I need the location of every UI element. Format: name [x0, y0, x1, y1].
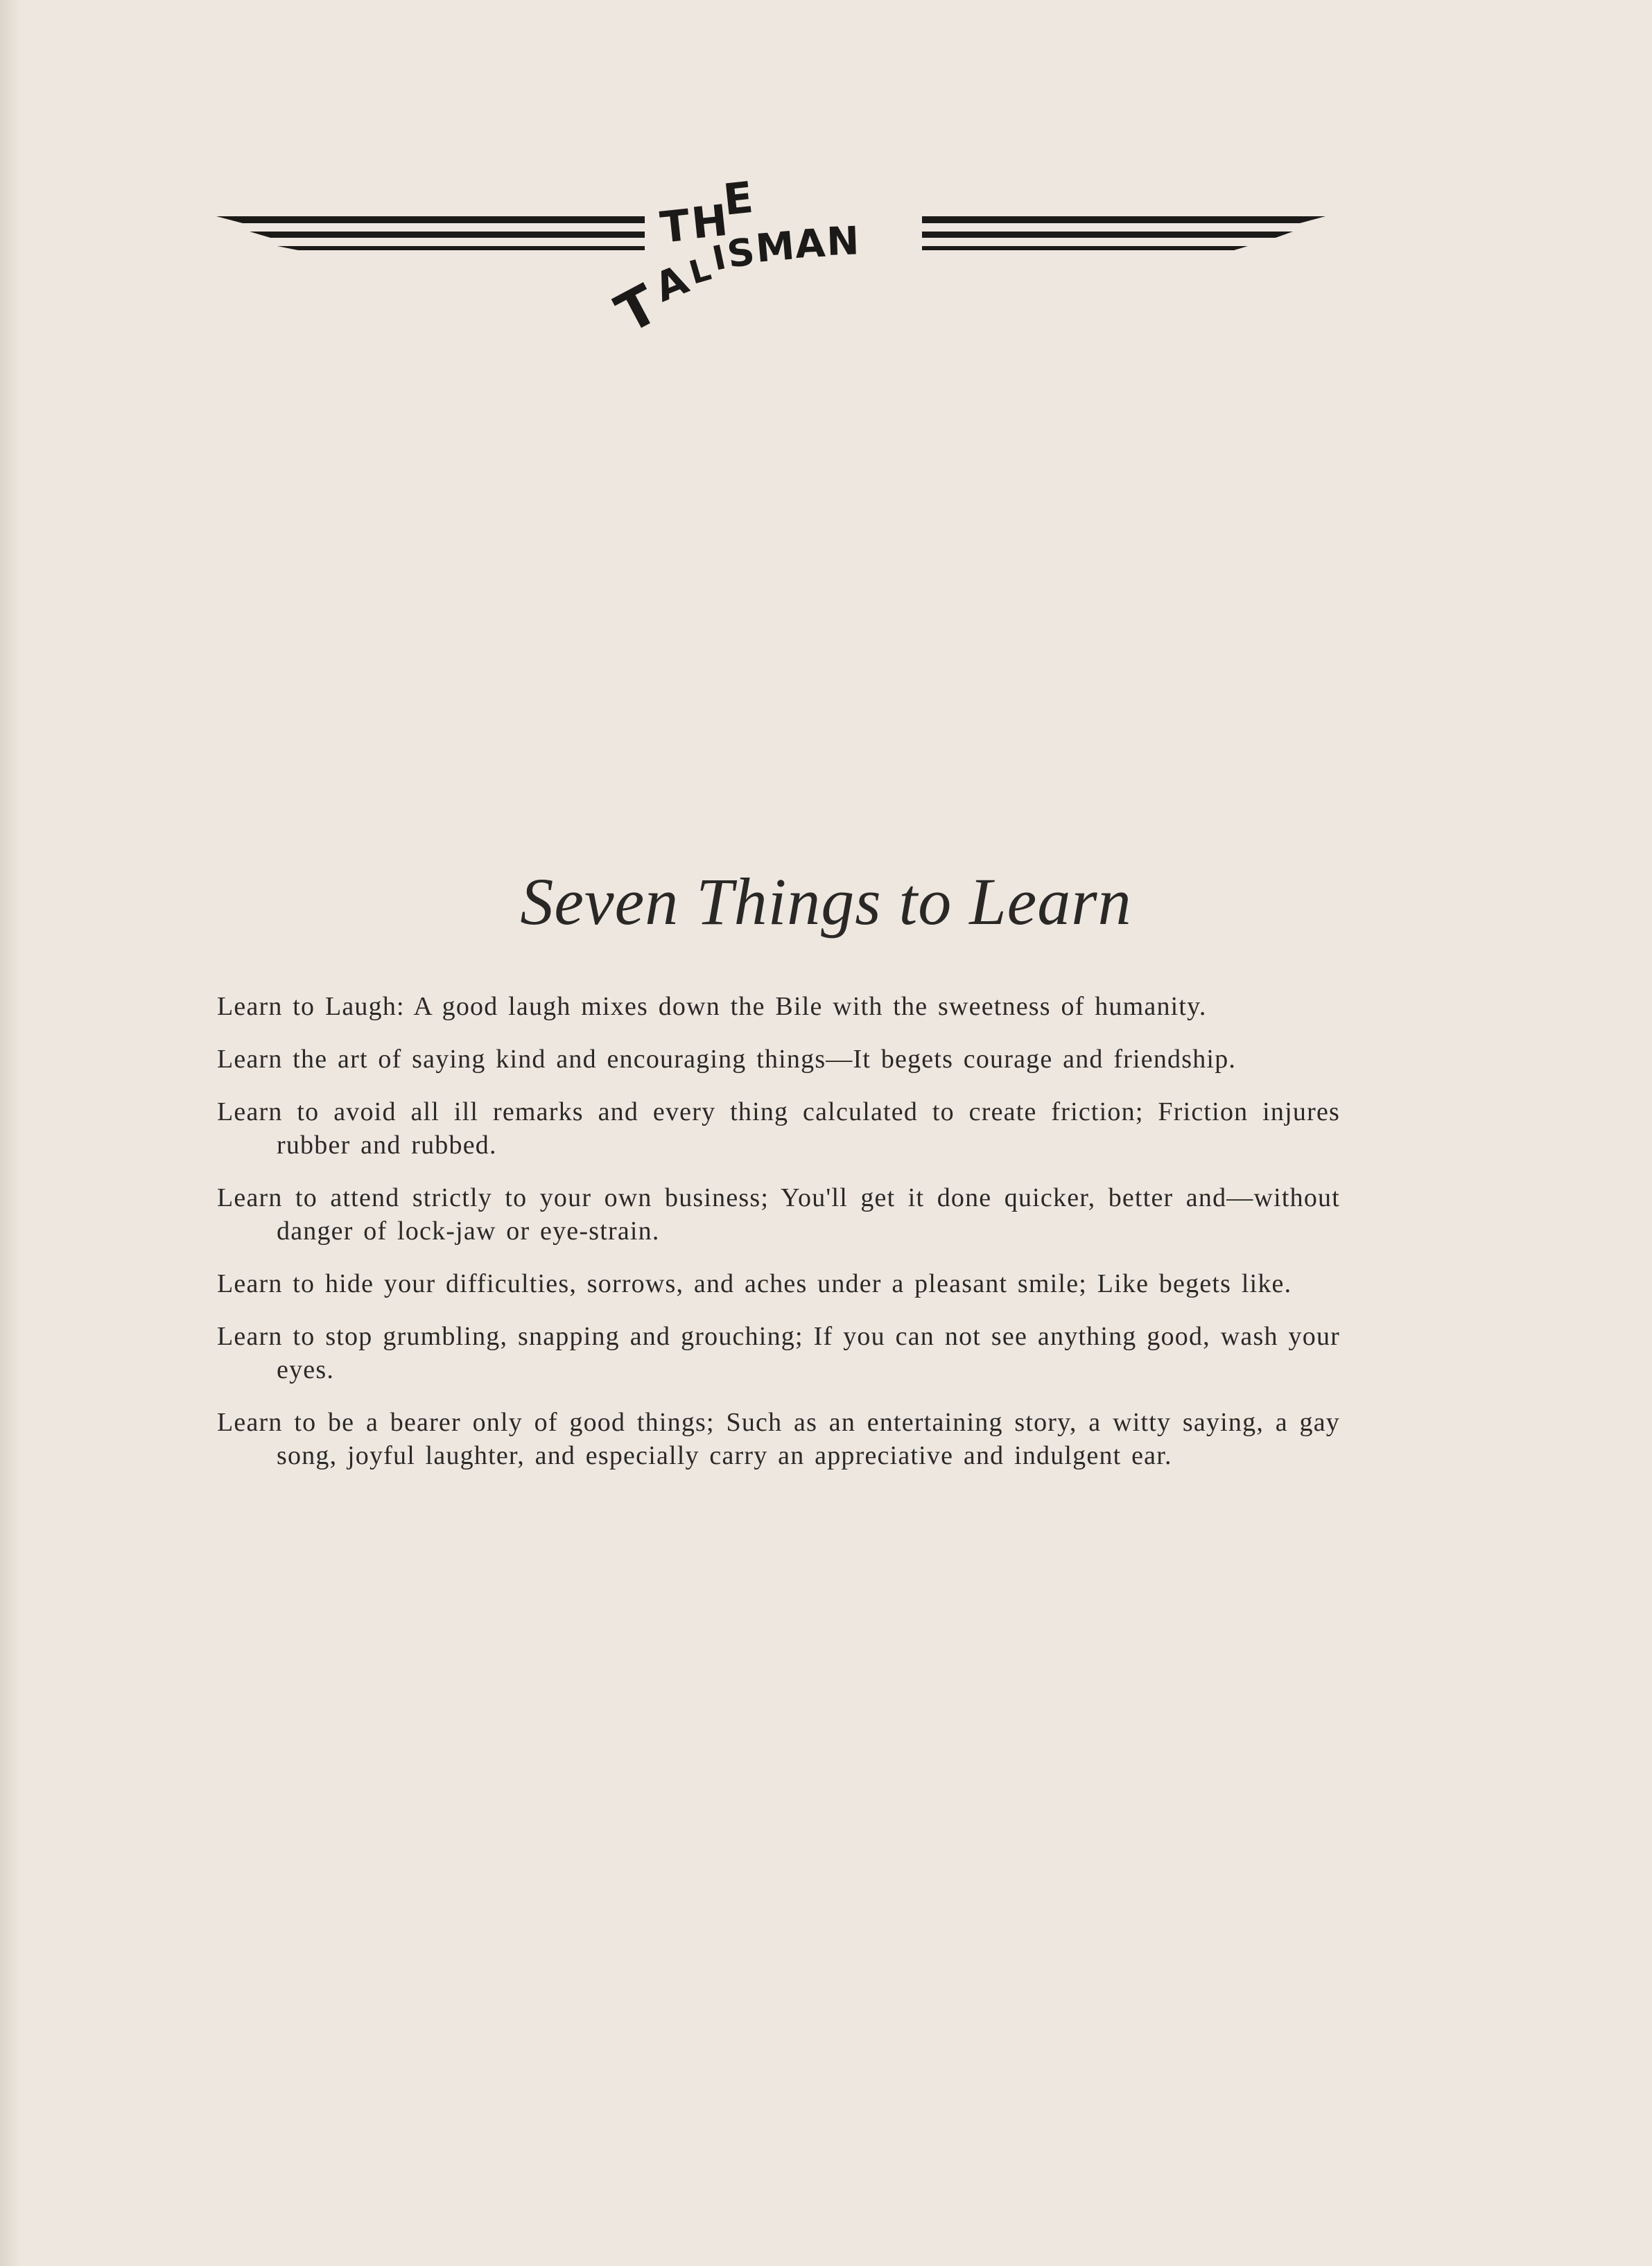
list-item: Learn to stop grumbling, snapping and grouching; If you can not see anything good, wash your eyes. [217, 1322, 1340, 1384]
list-item: Learn to attend strictly to your own business; You'll get it done quicker, better and—without danger of lock-jaw or eye-strain. [217, 1183, 1340, 1246]
svg-text:T: T [606, 273, 668, 346]
list-item: Learn to avoid all ill remarks and every thing calculated to create friction; Friction injures rubber and rubbed. [217, 1097, 1340, 1160]
learn-list [217, 990, 1340, 1492]
svg-text:A: A [794, 220, 827, 268]
page-title: Seven Things to Learn [520, 864, 1132, 939]
svg-text:T: T [657, 199, 693, 253]
svg-text:L: L [685, 250, 715, 292]
list-item: Learn the art of saying kind and encouraging things—It begets courage and friendship. [217, 1045, 1237, 1074]
svg-text:N: N [826, 218, 860, 265]
list-item: Learn to Laugh: A good laugh mixes down the Bile with the sweetness of humanity. [217, 992, 1207, 1021]
svg-text:A: A [647, 256, 695, 311]
talisman-logo-art [208, 159, 1345, 354]
svg-text:S: S [724, 229, 758, 277]
list-item: Learn to hide your difficulties, sorrows, and aches under a pleasant smile; Like begets like. [217, 1269, 1292, 1298]
svg-text:H: H [688, 194, 731, 249]
page-edge-shadow [0, 0, 21, 2266]
talisman-logo [208, 159, 1345, 354]
svg-text:I: I [708, 238, 729, 279]
list-item: Learn to be a bearer only of good things; Such as an entertaining story, a witty saying, a gay song, joyful laughter, and especially carry an appreciative and indulgent ear. [217, 1408, 1340, 1470]
svg-text:M: M [754, 223, 797, 272]
svg-text:E: E [720, 171, 756, 225]
